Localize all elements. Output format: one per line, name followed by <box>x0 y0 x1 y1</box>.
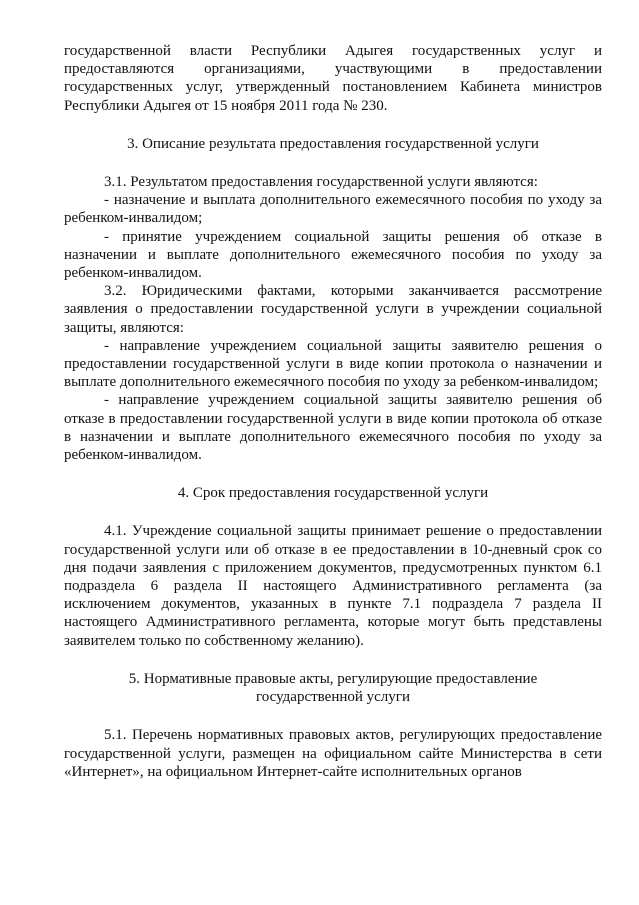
section-3-heading: 3. Описание результата предоставления государственной услуги <box>127 135 539 152</box>
paragraph-4-1: 4.1. Учреждение социальной защиты принимает решение о предоставлении государственной услуги или об отказе в ее предоставлении в 10-дневный срок со дня подачи заявления с приложением документов, предусмотренных пунктом 6.1 подраздела 6 раздела II настоящего Административного регламента (за исключением документов, указанных в пункте 7.1 подраздела 7 раздела II настоящего Административного регламента, которые могут быть представлены заявителем только по собственному желанию). <box>64 523 602 649</box>
paragraph-3-1: 3.1. Результатом предоставления государственной услуги являются: <box>104 174 538 191</box>
paragraph-5-1: 5.1. Перечень нормативных правовых актов, регулирующих предоставление государственной услуги, размещен на официальном сайте Министерства в сети «Интернет», на официальном Интернет-сайте исполнительных органов <box>64 727 602 780</box>
section-5-heading: 5. Нормативные правовые акты, регулирующие предоставление государственной услуги <box>128 670 538 706</box>
list-item: - принятие учреждением социальной защиты решения об отказе в назначении и выплате дополнительного ежемесячного пособия по уходу за ребенком-инвалидом. <box>64 228 602 282</box>
paragraph-3-2: 3.2. Юридическими фактами, которыми заканчивается рассмотрение заявления о предоставлении государственной услуги в учреждении социальной защиты, являются: <box>64 283 602 336</box>
section-4-heading: 4. Срок предоставления государственной услуги <box>177 485 489 502</box>
list-item: - назначение и выплата дополнительного ежемесячного пособия по уходу за ребенком-инвалидом; <box>64 192 602 227</box>
list-item: - направление учреждением социальной защиты заявителю решения об отказе в предоставлении государственной услуги в виде копии протокола об отказе в назначении и выплате дополнительного ежемесячного пособия по уходу за ребенком-инвалидом. <box>64 392 602 464</box>
opening-paragraph: государственной власти Республики Адыгея государственных услуг и предоставляются организациями, участвующими в предоставлении государственных услуг, утвержденный постановлением Кабинета министров Республики Адыгея от 15 ноября 2011 года № 230. <box>64 43 602 114</box>
list-item: - направление учреждением социальной защиты заявителю решения о предоставлении государственной услуги в виде копии протокола о назначении и выплате дополнительного ежемесячного пособия по уходу за ребенком-инвалидом; <box>64 337 602 391</box>
